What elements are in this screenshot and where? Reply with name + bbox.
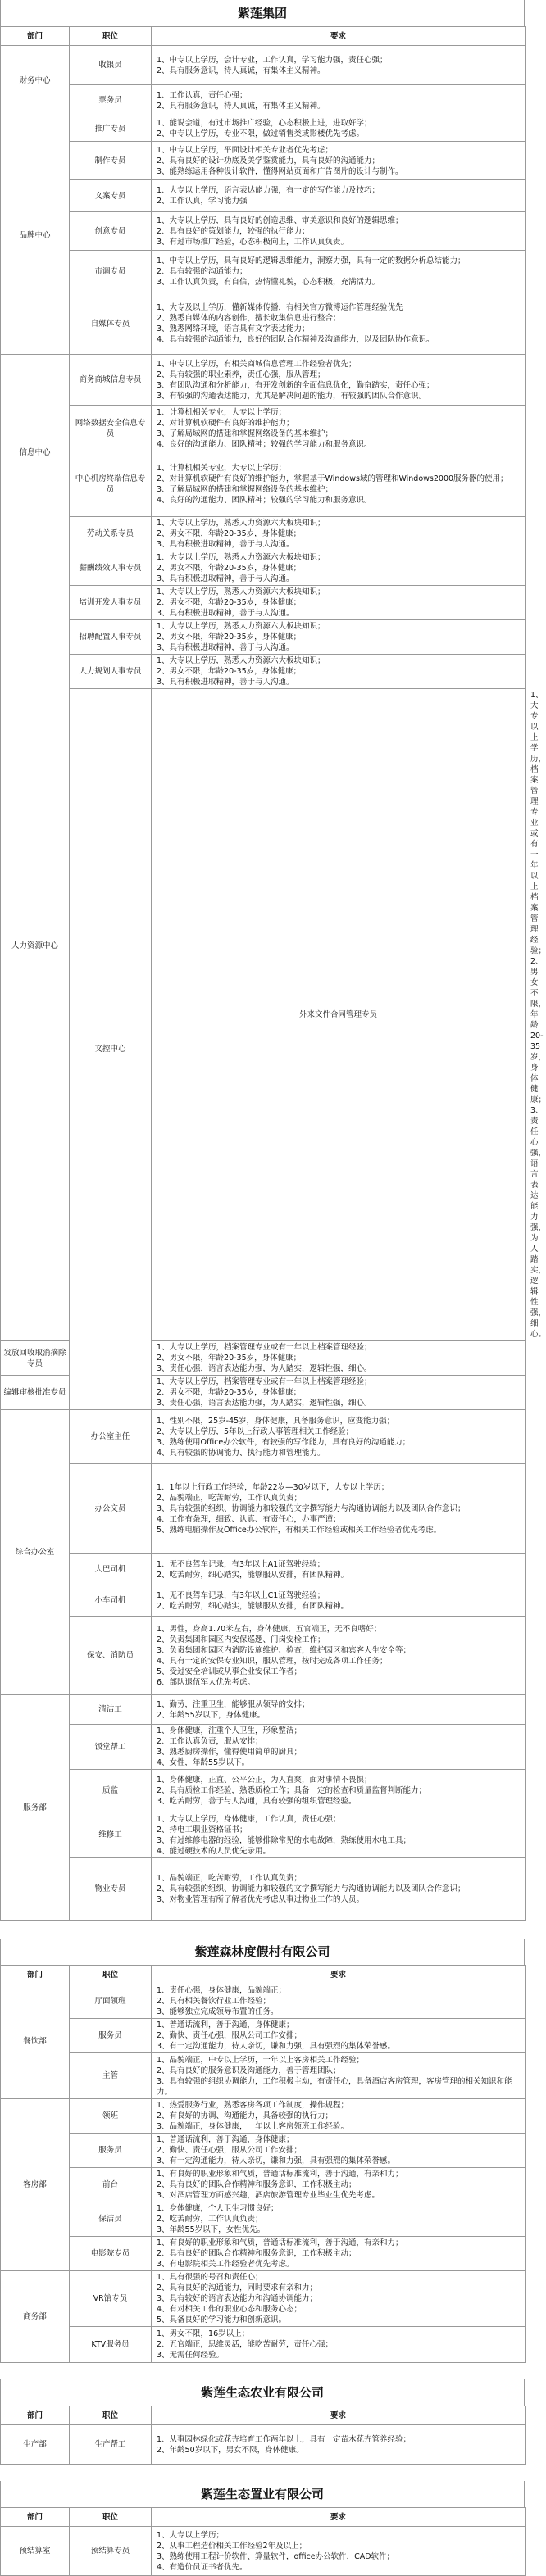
position-cell: 维修工: [70, 1812, 152, 1858]
department-cell: 生产部: [1, 2425, 70, 2465]
requirement-cell: 1、男女不限，16岁以上； 2、五官端正，思维灵活，能吃苦耐劳，责任心强； 3、无需任何经验。: [152, 2327, 526, 2363]
position-cell: 保洁员: [70, 2202, 152, 2237]
requirement-cell: 1、有良好的职业形象和气质，普通话标准流利，善于沟通，有亲和力； 2、具有良好的团队合作精神和服务意识，工作积极主动； 3、有电影院相关工作经验者优先考虑。: [152, 2237, 526, 2271]
position-cell: 人力规划人事专员: [70, 655, 152, 689]
table-row: [1, 46, 526, 85]
position-cell: 饭堂帮工: [70, 1725, 152, 1770]
position-cell: 厅面领班: [70, 1984, 152, 2019]
department-cell: 商务部: [1, 2271, 70, 2363]
table-row: [1, 85, 526, 116]
position-cell: 编辑审核批准专员: [1, 1376, 70, 1410]
position-cell: 市调专员: [70, 251, 152, 293]
company-section: [0, 2465, 525, 2576]
requirement-cell: 1、中专以上学历，会计专业，工作认真，学习能力强，责任心强； 2、具有服务意识，待人真诚，有集体主义精神。: [152, 46, 526, 85]
position-cell: KTV服务员: [70, 2327, 152, 2363]
requirement-cell: 1、大专以上学历，熟悉人力资源六大板块知识； 2、男女不限，年龄20-35岁，身体健康； 3、具有积极进取精神，善于与人沟通。: [152, 517, 526, 551]
department-cell: 文控中心: [70, 689, 152, 1410]
table-row: [1, 2202, 526, 2237]
department-cell: 服务部: [1, 1695, 70, 1921]
requirement-cell: 1、工作认真，责任心强； 2、具有服务意识，待人真诚，有集体主义精神。: [152, 85, 526, 116]
position-cell: 主管: [70, 2053, 152, 2099]
position-cell: 培训开发人事专员: [70, 586, 152, 620]
company-title: 紫莲森林度假村有限公司: [0, 1939, 525, 1965]
table-row: [1, 142, 526, 180]
requirement-cell: 1、中专以上学历，具有良好的逻辑思维能力，洞察力强，具有一定的数据分析总结能力； 2、具有较强的沟通能力； 3、工作认真负责，有自信，热情懂礼貌，心态积极，充满活力。: [152, 251, 526, 293]
column-header: 职位: [70, 27, 152, 46]
position-cell: 劳动关系专员: [70, 517, 152, 551]
requirement-cell: 1、计算机相关专业，大专以上学历； 2、对计算机软硬件有良好的维护能力； 3、了解局域网的搭建和掌握网络设备的基本维护； 4、良好的沟通能力、团队精神；较强的学习能力和服务意识。: [152, 406, 526, 451]
table-row: [1, 1617, 526, 1695]
position-cell: 办公文员: [70, 1464, 152, 1554]
department-cell: 人力资源中心: [1, 551, 70, 1341]
table-row: [1, 293, 526, 355]
section-gap: [0, 2465, 525, 2481]
position-cell: 外来文件合同管理专员: [152, 689, 526, 1341]
column-header: 部门: [1, 2508, 70, 2527]
requirement-cell: 1、普通话流利，善于沟通，身体健康； 2、勤快、责任心强，服从公司工作安排； 3、有一定沟通能力，待人亲切，谦和力强，具有强烈的集体荣誉感。: [152, 2134, 526, 2168]
company-section: [0, 1921, 525, 2363]
requirement-cell: 1、大专以上学历，身体健康，工作认真，责任心强； 2、持电工职业资格证书； 3、有过维修电器的经验，能够排除常见的水电故障，熟练使用水电工具； 4、能过硬技术的人员优先录用。: [152, 1812, 526, 1858]
table-row: [1, 2271, 526, 2327]
position-cell: 电影院专员: [70, 2237, 152, 2271]
position-cell: 创意专员: [70, 212, 152, 251]
company-title: 紫莲生态农业有限公司: [0, 2379, 525, 2406]
requirement-cell: 1、具有很强的号召和责任心； 2、具有良好的沟通能力，同时要求有亲和力； 3、具有较好的语言表达能力和沟通协调能力； 4、有对相关工作的职业心态和服务心态； 5、具备良好的学习能力和创新意识。: [152, 2271, 526, 2327]
requirement-cell: 1、从事园林绿化或花卉培育工作两年以上，具有一定苗木花卉管养经验； 2、年龄50岁以下，男女不限，身体健康。: [152, 2425, 526, 2465]
table-row: [1, 2019, 526, 2053]
position-cell: 清洁工: [70, 1695, 152, 1725]
table-row: [1, 2099, 526, 2134]
position-cell: 制作专员: [70, 142, 152, 180]
table-row: [1, 180, 526, 212]
requirement-cell: 1、能说会道，有过市场推广经验，心态积极上进，进取好学； 2、中专以上学历，专业不限，做过销售类或影楼优先考虑。: [152, 116, 526, 142]
table-row: [1, 1858, 526, 1921]
requirement-cell: 1、中专以上学历，平面设计相关专业者优先考虑； 2、具有良好的设计功底及美学鉴赏能力，具有良好的沟通能力； 3、能熟练运用各种设计软件，懂得网站页面和广告图片的设计与制作。: [152, 142, 526, 180]
requirement-cell: 1、大专以上学历，具有良好的创造思维、审美意识和良好的逻辑思维； 2、具有良好的策划能力，较强的执行能力； 3、有过市场推广经验，心态积极向上，工作认真负责。: [152, 212, 526, 251]
requirement-cell: 1、大专以上学历，语言表达能力强，有一定的写作能力及技巧； 2、工作认真，学习能力强: [152, 180, 526, 212]
position-cell: 文案专员: [70, 180, 152, 212]
table-row: 文控中心 外来文件合同管理专员 1、大专以上学历，档案管理专业或有一年以上档案管理经验； 2、男女不限，年龄20-35岁，身体健康； 3、责任心强，语言表达能力强，为人踏实，逻辑性强，细心。: [1, 689, 526, 1341]
table-row: [1, 620, 526, 655]
table-row: [1, 1464, 526, 1554]
table-row: [1, 355, 526, 406]
table-row: [1, 2425, 526, 2465]
position-cell: 网络数据安全信息专员: [70, 406, 152, 451]
table-row: [1, 2168, 526, 2202]
requirement-cell: 1、普通话流利，善于沟通，身体健康； 2、勤快、责任心强，服从公司工作安排； 3、有一定沟通能力，待人亲切，谦和力强，具有强烈的集体荣誉感。: [152, 2019, 526, 2053]
position-cell: 大巴司机: [70, 1554, 152, 1585]
requirement-cell: 1、有良好的职业形象和气质，普通话标准流利，善于沟通，有亲和力； 2、具有良好的团队合作精神和服务意识，工作积极主动； 3、对酒店管理方面感兴趣，酒店旅游管理专业毕业生优先考虑。: [152, 2168, 526, 2202]
position-cell: 小车司机: [70, 1585, 152, 1617]
department-cell: 品牌中心: [1, 116, 70, 355]
position-cell: 招聘配置人事专员: [70, 620, 152, 655]
position-cell: 发放回收取消摘除专员: [1, 1341, 70, 1376]
requirement-cell: 1、大专以上学历，熟悉人力资源六大板块知识； 2、男女不限，年龄20-35岁，身体健康； 3、具有积极进取精神，善于与人沟通。: [152, 586, 526, 620]
column-header: 部门: [1, 1966, 70, 1984]
table-row: [1, 1984, 526, 2019]
position-cell: 收银员: [70, 46, 152, 85]
requirement-cell: 1、身体健康，正直、公平公正，为人直爽，面对事情不畏惧； 2、具有质检工作经验，熟悉质检工作；具备一定的检查和质量监督判断能力； 3、吃苦耐劳，善于与人沟通，具有较强的组织管理经验。: [152, 1770, 526, 1812]
column-header: 职位: [70, 2406, 152, 2425]
requirement-cell: 1、男性，身高1.70米左右，身体健康，五官端正，无不良嗜好； 2、负责集团和园区内安保巡逻、门岗安检工作； 3、负责集团和园区内消防设施维护、检查，维护园区和宾客人生安全等； 4、具有一定的安保专业知识，服从管理，按时完成各项工作任务； 5、受过安全培训或从事企业安保工作者； 6、部队退伍军人优先考虑。: [152, 1617, 526, 1695]
requirement-cell: 1、身体健康，个人卫生习惯良好； 2、吃苦耐劳，工作认真负责； 3、年龄55岁以下，女性优先。: [152, 2202, 526, 2237]
requirement-cell: 1、中专以上学历，有相关商城信息管理工作经验者优先； 2、具有较强的职业素养，责任心强，服从管理； 3、有团队沟通和分析能力，有开发创新的全面信息优化，勤奋踏实，责任心强； 3、有较强的沟通表达能力，尤其是解决问题的能力，有较强的团队合作意识。: [152, 355, 526, 406]
requirement-cell: 1、勤劳，注重卫生，能够服从领导的安排； 2、年龄55岁以下，身体健康。: [152, 1695, 526, 1725]
position-cell: 预结算专员: [70, 2527, 152, 2576]
section-gap: [0, 2363, 525, 2379]
column-header: 部门: [1, 2406, 70, 2425]
position-cell: 薪酬绩效人事专员: [70, 551, 152, 586]
table-row: [1, 1554, 526, 1585]
position-cell: 服务员: [70, 2134, 152, 2168]
header-row: [1, 2508, 526, 2527]
requirement-cell: 1、品貌端正，中专以上学历，一年以上客房相关工作经验； 2、具有良好的服务意识及沟通能力，善于管理团队； 3、具有较强的组织协调能力，工作积极主动，有责任心，具备酒店客房管理，客房管理的相关知识和能力。: [152, 2053, 526, 2099]
position-cell: 自媒体专员: [70, 293, 152, 355]
table-row: [1, 551, 526, 586]
column-header: 要求: [152, 2406, 526, 2425]
table-row: [1, 251, 526, 293]
table-row: [1, 1695, 526, 1725]
requirement-cell: 1、计算机相关专业，大专以上学历； 2、对计算机软硬件有良好的维护能力，掌握基于Windows域的管理和Windows2000服务器的使用； 3、了解局域网的搭建和掌握网络设备的基本维护； 4、良好的沟通能力、团队精神；较强的学习能力和服务意识。: [152, 451, 526, 517]
requirements-table: [0, 26, 546, 1921]
table-row: [1, 2327, 526, 2363]
header-row: [1, 27, 526, 46]
position-cell: 保安、消防员: [70, 1617, 152, 1695]
position-cell: 票务员: [70, 85, 152, 116]
requirement-cell: 1、无不良驾车记录，有3年以上C1证驾驶经验； 2、吃苦耐劳，细心踏实，能够服从安排，有团队精神。: [152, 1585, 526, 1617]
company-title: 紫莲生态置业有限公司: [0, 2481, 525, 2507]
table-row: [1, 586, 526, 620]
table-row: [1, 406, 526, 451]
table-row: [1, 655, 526, 689]
table-row: [1, 1812, 526, 1858]
position-cell: 生产帮工: [70, 2425, 152, 2465]
column-header: 要求: [152, 27, 526, 46]
header-row: [1, 1966, 526, 1984]
column-header: 要求: [152, 2508, 526, 2527]
requirement-cell: 1、性别不限，25岁-45岁，身体健康，具备服务意识，应变能力强； 2、大专以上学历，5年以上行政人事管理相关工作经验； 3、熟练使用Office办公软件，有较强的写作能力，具有良好的沟通能力； 4、具有较强的协调能力、执行能力和管理能力。: [152, 1410, 526, 1464]
position-cell: 前台: [70, 2168, 152, 2202]
requirement-cell: 1、1年以上行政工作经验，年龄22岁—30岁以下，大专以上学历； 2、品貌端正，吃苦耐劳，工作认真负责； 3、具有较强的组织、协调能力和较强的文字撰写能力与沟通协调能力以及团队合作意识； 4、工作有条理，细致、认真、有责任心，办事严谨； 5、熟练电脑操作及Office办公软件，有相关工作经验或相关工作经验者优先考虑。: [152, 1464, 526, 1554]
requirement-cell: 1、大专以上学历，档案管理专业或有一年以上档案管理经验； 2、男女不限，年龄20-35岁，身体健康； 3、责任心强，语言表达能力强，为人踏实，逻辑性强，细心。: [152, 1376, 526, 1410]
position-cell: 领班: [70, 2099, 152, 2134]
position-cell: 服务员: [70, 2019, 152, 2053]
table-row: [1, 1410, 526, 1464]
table-row: [1, 116, 526, 142]
requirement-cell: 1、身体健康，注重个人卫生，形象整洁； 2、工作认真负责，服从安排； 3、熟悉厨房操作，懂得使用简单的厨具； 4、女性，年龄55岁以下。: [152, 1725, 526, 1770]
position-cell: 中心机房终端信息专员: [70, 451, 152, 517]
table-row: [1, 2527, 526, 2576]
requirement-cell: 1、大专以上学历，熟悉人力资源六大板块知识； 2、男女不限，年龄20-35岁，身体健康； 3、具有积极进取精神，善于与人沟通。: [152, 620, 526, 655]
company-section: [0, 2363, 525, 2465]
position-cell: 物业专员: [70, 1858, 152, 1921]
position-cell: 质监: [70, 1770, 152, 1812]
requirement-cell: 1、大专及以上学历，懂新媒体传播，有相关官方微博运作管理经验优先 2、熟悉自媒体的内容创作，擅长收集信息进行整合； 3、熟悉网络环境，语言具有文字表达能力； 4、具有较强的沟通能力，良好的团队合作精神及沟通能力，以及团队协作意识。: [152, 293, 526, 355]
table-row: [1, 1725, 526, 1770]
requirement-cell: 1、大专以上学历，熟悉人力资源六大板块知识； 2、男女不限，年龄20-35岁，身体健康； 3、具有积极进取精神，善于与人沟通。: [152, 655, 526, 689]
requirements-table: [0, 1965, 526, 2363]
column-header: 部门: [1, 27, 70, 46]
requirement-cell: 1、热爱服务行业，熟悉客房各项工作制度，操作规程； 2、有良好的协调、沟通能力，具备较强的执行力； 3、品貌端正，身体健康，一年以上客房领班工作经验。: [152, 2099, 526, 2134]
department-cell: 预结算室: [1, 2527, 70, 2576]
table-row: [1, 2237, 526, 2271]
department-cell: 财务中心: [1, 46, 70, 116]
requirement-cell: 1、大专以上学历； 2、从事工程造价相关工作经验2年及以上； 3、熟练使用工程计价软件、算量软件，office办公软件，CAD软件； 4、有造价员证书者优先。: [152, 2527, 526, 2576]
column-header: 职位: [70, 2508, 152, 2527]
table-row: [1, 2053, 526, 2099]
section-gap: [0, 1921, 525, 1939]
company-title: 紫莲集团: [0, 0, 525, 26]
table-row: [1, 517, 526, 551]
position-cell: 商务商城信息专员: [70, 355, 152, 406]
header-row: [1, 2406, 526, 2425]
requirements-table: [0, 2406, 526, 2465]
department-cell: 综合办公室: [1, 1410, 70, 1695]
position-cell: VR馆专员: [70, 2271, 152, 2327]
department-cell: 信息中心: [1, 355, 70, 551]
requirement-cell: 1、品貌端正，吃苦耐劳，工作认真负责； 2、具有较强的组织、协调能力和较强的文字撰写能力与沟通协调能力以及团队合作意识； 3、对物业管理有所了解者优先考虑从事过物业工作的人员。: [152, 1858, 526, 1921]
requirement-cell: 1、大专以上学历，熟悉人力资源六大板块知识； 2、男女不限，年龄20-35岁，身体健康； 3、具有积极进取精神，善于与人沟通。: [152, 551, 526, 586]
position-cell: 办公室主任: [70, 1410, 152, 1464]
column-header: 职位: [70, 1966, 152, 1984]
column-header: 要求: [152, 1966, 526, 1984]
table-row: [1, 2134, 526, 2168]
requirement-cell: 1、无不良驾车记录，有3年以上A1证驾驶经验； 2、吃苦耐劳，细心踏实，能够服从安排，有团队精神。: [152, 1554, 526, 1585]
requirement-cell: 1、大专以上学历，档案管理专业或有一年以上档案管理经验； 2、男女不限，年龄20-35岁，身体健康； 3、责任心强，语言表达能力强，为人踏实，逻辑性强，细心。: [152, 1341, 526, 1376]
department-cell: 客房部: [1, 2099, 70, 2271]
requirement-cell: 1、责任心强，身体健康，品貌端正； 2、具有相关餐饮行业工作经验； 3、能够独立完成领导布置的任务。: [152, 1984, 526, 2019]
table-row: [1, 1770, 526, 1812]
table-row: [1, 451, 526, 517]
requirements-table: [0, 2507, 526, 2576]
position-cell: 推广专员: [70, 116, 152, 142]
table-row: [1, 212, 526, 251]
department-cell: 餐饮部: [1, 1984, 70, 2099]
table-row: [1, 1585, 526, 1617]
